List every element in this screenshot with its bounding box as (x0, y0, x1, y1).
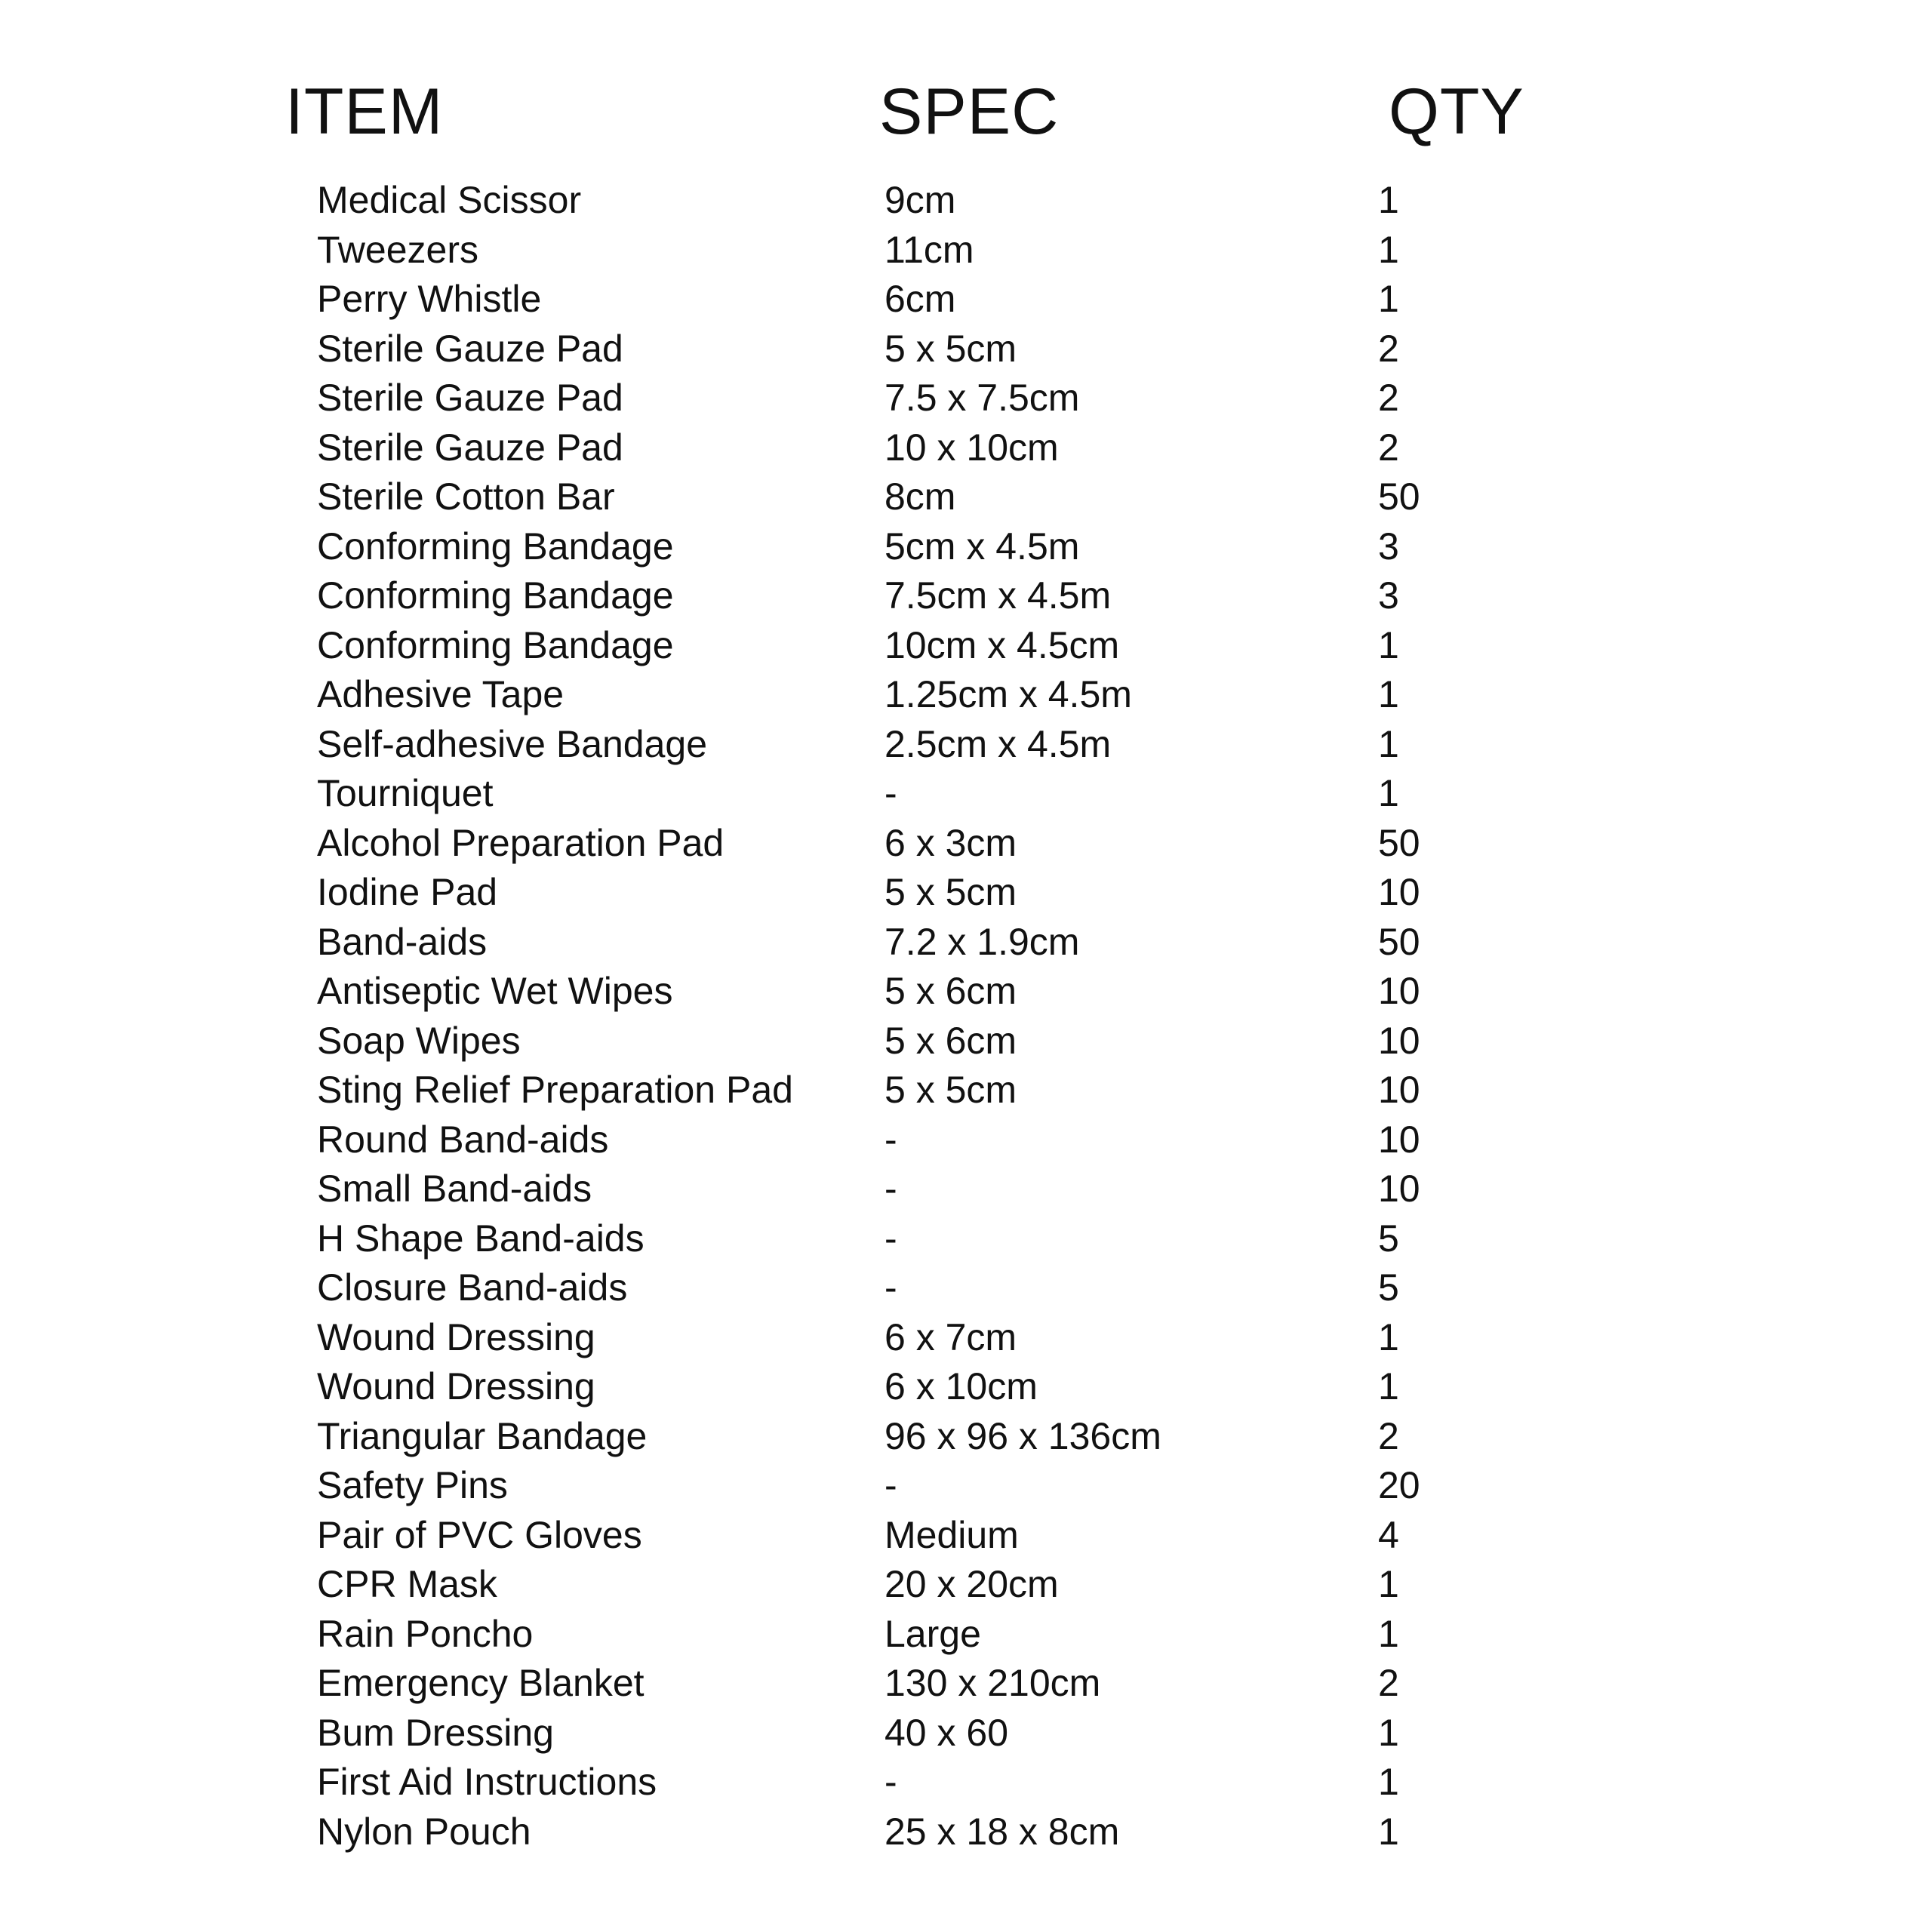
qty-cell: 50 (1378, 920, 1420, 963)
qty-cell: 50 (1378, 821, 1420, 864)
spec-cell: 130 x 210cm (884, 1662, 1101, 1704)
table-row (0, 571, 1932, 621)
spec-cell: 5 x 6cm (884, 1019, 1017, 1062)
qty-cell: 2 (1378, 327, 1399, 370)
table-row (0, 226, 1932, 275)
item-cell: Nylon Pouch (317, 1810, 531, 1853)
spec-cell: 6 x 3cm (884, 821, 1017, 864)
qty-cell: 1 (1378, 228, 1399, 271)
qty-cell: 1 (1378, 673, 1399, 715)
qty-cell: 2 (1378, 426, 1399, 469)
qty-cell: 10 (1378, 871, 1420, 913)
item-cell: Conforming Bandage (317, 574, 674, 617)
item-cell: Iodine Pad (317, 871, 498, 913)
item-cell: Sterile Cotton Bar (317, 475, 615, 518)
table-row (0, 522, 1932, 572)
item-cell: Perry Whistle (317, 278, 542, 320)
spec-cell: - (884, 1168, 897, 1210)
qty-cell: 10 (1378, 1069, 1420, 1111)
table-row (0, 1066, 1932, 1115)
spec-cell: - (884, 772, 897, 814)
item-cell: Triangular Bandage (317, 1414, 648, 1457)
item-cell: Emergency Blanket (317, 1662, 645, 1704)
spec-cell: 6 x 10cm (884, 1365, 1038, 1407)
spec-cell: 10cm x 4.5cm (884, 623, 1120, 666)
item-cell: Closure Band-aids (317, 1266, 628, 1309)
item-cell: Rain Poncho (317, 1612, 534, 1655)
table-row (0, 472, 1932, 522)
table-row (0, 176, 1932, 226)
table-row (0, 1461, 1932, 1511)
spec-cell: 5 x 5cm (884, 1069, 1017, 1111)
contents-list (0, 176, 1932, 1857)
spec-cell: - (884, 1217, 897, 1260)
qty-cell: 4 (1378, 1513, 1399, 1556)
item-cell: Alcohol Preparation Pad (317, 821, 724, 864)
item-cell: Self-adhesive Bandage (317, 722, 708, 765)
item-cell: Conforming Bandage (317, 525, 674, 568)
table-row (0, 819, 1932, 869)
table-row (0, 1362, 1932, 1412)
spec-cell: 6cm (884, 278, 956, 320)
table-row (0, 1214, 1932, 1264)
qty-cell: 1 (1378, 623, 1399, 666)
spec-cell: 5cm x 4.5m (884, 525, 1080, 568)
item-cell: Tourniquet (317, 772, 494, 814)
qty-cell: 50 (1378, 475, 1420, 518)
item-cell: Antiseptic Wet Wipes (317, 970, 673, 1012)
table-row (0, 1412, 1932, 1462)
table-row (0, 1758, 1932, 1807)
table-row (0, 374, 1932, 423)
table-row (0, 1017, 1932, 1066)
table-row (0, 1659, 1932, 1709)
qty-cell: 10 (1378, 1118, 1420, 1161)
qty-cell: 3 (1378, 574, 1399, 617)
table-row (0, 1313, 1932, 1363)
spec-cell: 20 x 20cm (884, 1563, 1059, 1605)
table-row (0, 325, 1932, 374)
qty-cell: 1 (1378, 1563, 1399, 1605)
table-row (0, 918, 1932, 968)
spec-cell: - (884, 1266, 897, 1309)
qty-cell: 5 (1378, 1217, 1399, 1260)
qty-cell: 1 (1378, 772, 1399, 814)
qty-cell: 10 (1378, 1168, 1420, 1210)
spec-cell: 5 x 5cm (884, 327, 1017, 370)
table-row (0, 967, 1932, 1017)
item-cell: Sterile Gauze Pad (317, 327, 623, 370)
item-cell: First Aid Instructions (317, 1761, 657, 1803)
table-row (0, 621, 1932, 671)
table-row (0, 275, 1932, 325)
item-cell: Adhesive Tape (317, 673, 565, 715)
spec-cell: 5 x 5cm (884, 871, 1017, 913)
spec-cell: 2.5cm x 4.5m (884, 722, 1112, 765)
spec-cell: - (884, 1118, 897, 1161)
item-cell: Wound Dressing (317, 1365, 595, 1407)
spec-cell: - (884, 1761, 897, 1803)
item-cell: Tweezers (317, 228, 478, 271)
qty-cell: 5 (1378, 1266, 1399, 1309)
item-cell: Wound Dressing (317, 1315, 595, 1358)
item-cell: Soap Wipes (317, 1019, 521, 1062)
item-cell: Round Band-aids (317, 1118, 609, 1161)
qty-cell: 1 (1378, 1711, 1399, 1754)
qty-cell: 2 (1378, 1662, 1399, 1704)
item-cell: Sterile Gauze Pad (317, 426, 623, 469)
table-row (0, 1263, 1932, 1313)
qty-cell: 1 (1378, 1365, 1399, 1407)
header-qty: QTY (1389, 75, 1524, 148)
item-cell: Small Band-aids (317, 1168, 592, 1210)
qty-cell: 1 (1378, 179, 1399, 221)
qty-cell: 10 (1378, 970, 1420, 1012)
spec-cell: 6 x 7cm (884, 1315, 1017, 1358)
qty-cell: 1 (1378, 1612, 1399, 1655)
spec-cell: 7.5cm x 4.5m (884, 574, 1112, 617)
qty-cell: 20 (1378, 1464, 1420, 1506)
spec-cell: 25 x 18 x 8cm (884, 1810, 1120, 1853)
qty-cell: 10 (1378, 1019, 1420, 1062)
spec-cell: - (884, 1464, 897, 1506)
spec-cell: Large (884, 1612, 981, 1655)
table-row (0, 670, 1932, 720)
qty-cell: 3 (1378, 525, 1399, 568)
table-row (0, 1807, 1932, 1857)
item-cell: Conforming Bandage (317, 623, 674, 666)
spec-cell: 8cm (884, 475, 956, 518)
qty-cell: 1 (1378, 722, 1399, 765)
item-cell: Band-aids (317, 920, 488, 963)
spec-cell: 96 x 96 x 136cm (884, 1414, 1161, 1457)
item-cell: Medical Scissor (317, 179, 582, 221)
table-row (0, 423, 1932, 473)
qty-cell: 1 (1378, 1761, 1399, 1803)
header-item: ITEM (285, 75, 444, 148)
qty-cell: 2 (1378, 377, 1399, 419)
table-row (0, 720, 1932, 770)
qty-cell: 2 (1378, 1414, 1399, 1457)
spec-cell: Medium (884, 1513, 1019, 1556)
spec-cell: 40 x 60 (884, 1711, 1009, 1754)
table-row (0, 1511, 1932, 1561)
table-row (0, 1164, 1932, 1214)
spec-cell: 10 x 10cm (884, 426, 1059, 469)
table-row (0, 1610, 1932, 1660)
spec-cell: 1.25cm x 4.5m (884, 673, 1132, 715)
table-row (0, 1709, 1932, 1758)
table-row (0, 769, 1932, 819)
spec-cell: 5 x 6cm (884, 970, 1017, 1012)
qty-cell: 1 (1378, 1810, 1399, 1853)
qty-cell: 1 (1378, 278, 1399, 320)
table-row (0, 868, 1932, 918)
item-cell: Bum Dressing (317, 1711, 554, 1754)
item-cell: Sting Relief Preparation Pad (317, 1069, 793, 1111)
table-row (0, 1115, 1932, 1165)
spec-cell: 9cm (884, 179, 956, 221)
qty-cell: 1 (1378, 1315, 1399, 1358)
header-spec: SPEC (879, 75, 1060, 148)
spec-cell: 11cm (884, 228, 974, 271)
spec-cell: 7.5 x 7.5cm (884, 377, 1080, 419)
table-row (0, 1560, 1932, 1610)
item-cell: Safety Pins (317, 1464, 508, 1506)
item-cell: CPR Mask (317, 1563, 497, 1605)
item-cell: Pair of PVC Gloves (317, 1513, 642, 1556)
spec-cell: 7.2 x 1.9cm (884, 920, 1080, 963)
item-cell: H Shape Band-aids (317, 1217, 645, 1260)
item-cell: Sterile Gauze Pad (317, 377, 623, 419)
